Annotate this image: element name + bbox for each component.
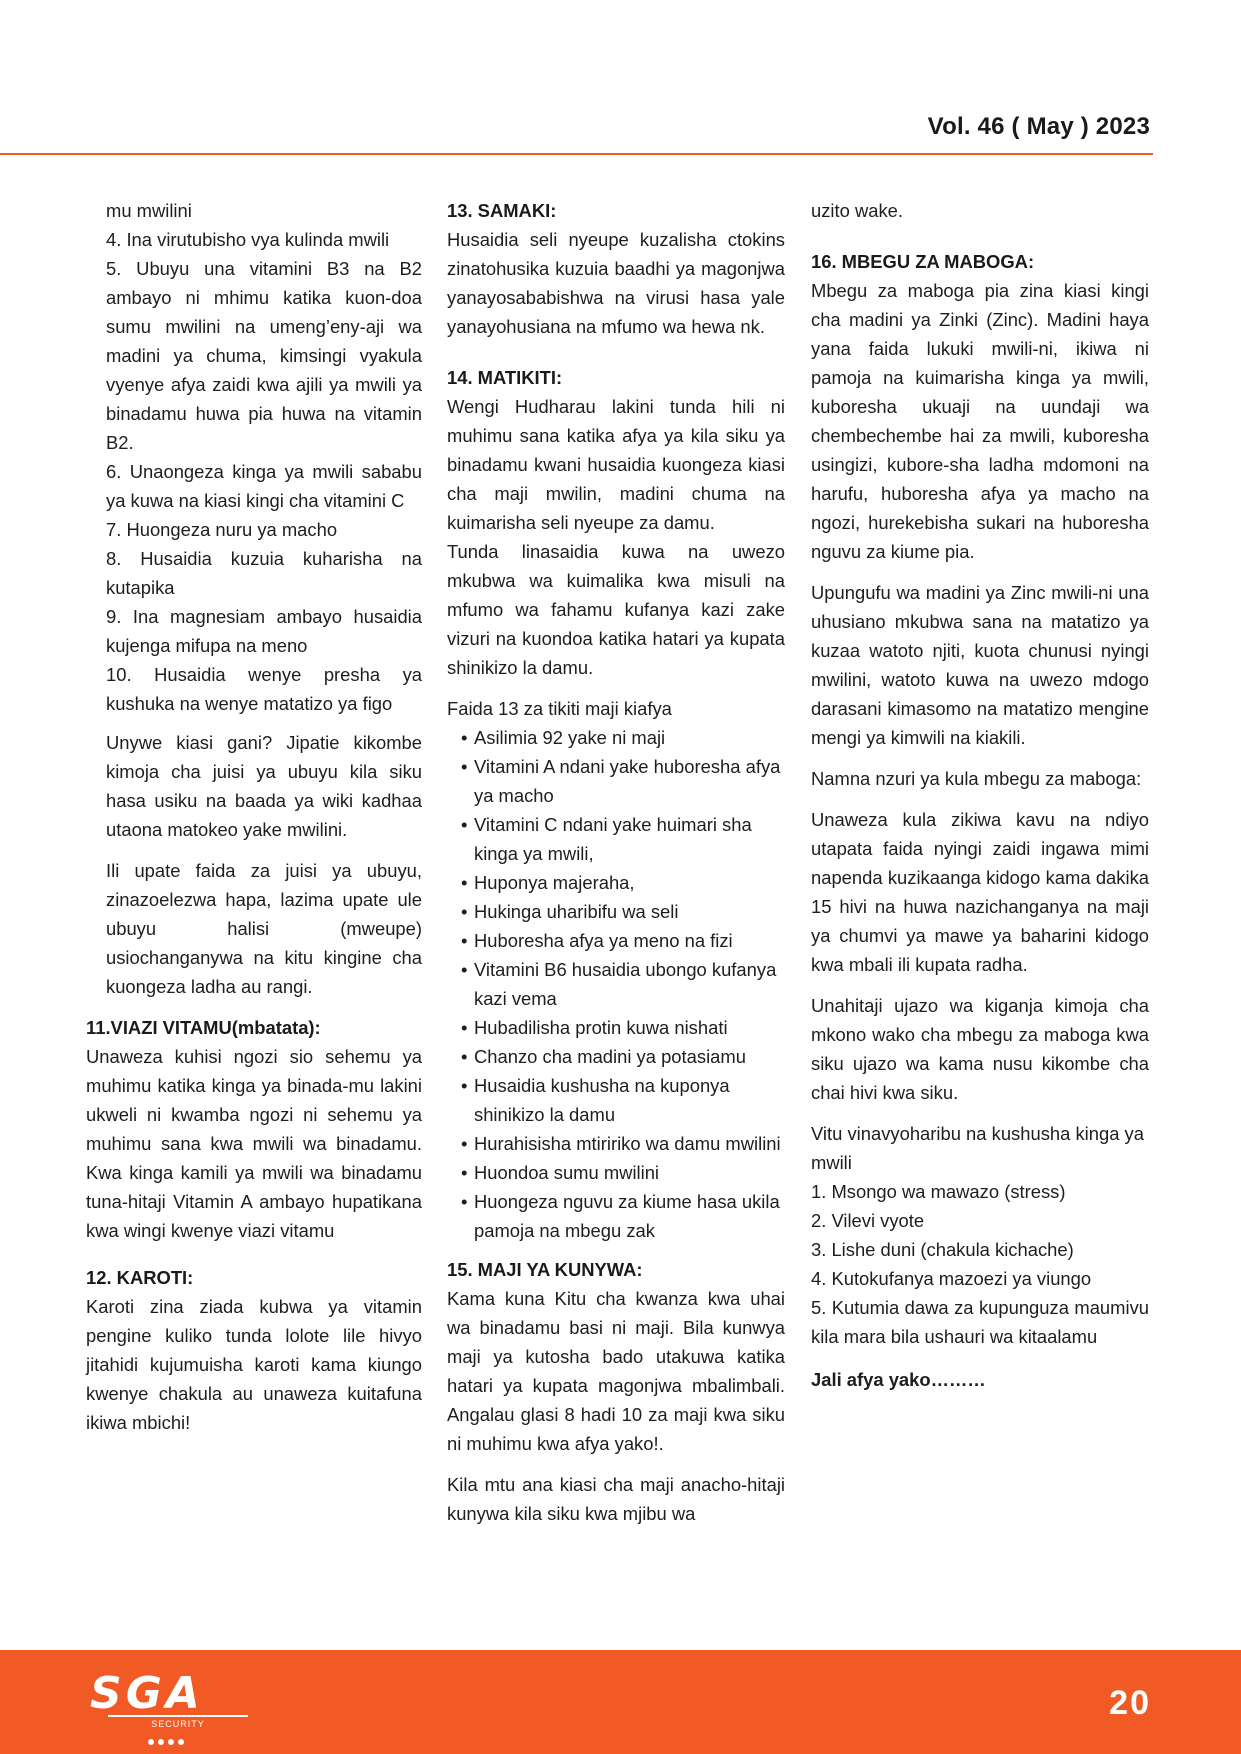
section-sweet-potato xyxy=(86,1013,422,1245)
list-item: • Vitamini A ndani yake huboresha afya ya macho xyxy=(447,752,785,810)
continued-line: uzito wake. xyxy=(811,200,903,221)
column-1 xyxy=(86,196,422,1437)
section-title: 15. MAJI YA KUNYWA: xyxy=(447,1259,643,1280)
logo-wordmark: SGA xyxy=(90,1668,204,1719)
list-item: 2. Vilevi vyote xyxy=(811,1210,925,1231)
list-item: 10. Husaidia wenye presha ya kushuka na wenye matatizo ya figo xyxy=(106,664,422,714)
footer-bar xyxy=(0,1650,1241,1754)
section-title: 12. KAROTI: xyxy=(86,1267,194,1288)
paragraph: Unywe kiasi gani? Jipatie kikombe kimoja cha juisi ya ubuyu kila siku hasa usiku na baada ya wiki kadhaa utaona matokeo yake mwilini. xyxy=(106,732,422,840)
section-watermelon xyxy=(447,363,785,1245)
list-item: • Asilimia 92 yake ni maji xyxy=(447,723,785,752)
paragraph: Mbegu za maboga pia zina kiasi kingi cha madini ya Zinki (Zinc). Madini haya yana faida lukuki mwili-ni, ikiwa ni pamoja na kuimarisha kinga ya mwili, kuboresha ukuaji na uundaji wa chembechembe hai za mwili, kuboresha usingizi, kubore-sha ladha mdomoni na harufu, huboresha afya ya macho na ngozi, hurekebisha sukari na huboresha nguvu za kiume pia. xyxy=(811,280,1149,562)
paragraph: Kama kuna Kitu cha kwanza kwa uhai wa binadamu basi ni maji. Bila kunwya maji ya kutosha bado utakuwa katika hatari ya kupata magonjwa mbalimbali. Angalau glasi 8 hadi 10 za maji kwa siku ni muhimu kwa afya yako!. xyxy=(447,1288,785,1454)
list-item: • Huboresha afya ya meno na fizi xyxy=(447,926,785,955)
section-fish xyxy=(447,196,785,341)
section-title: 16. MBEGU ZA MABOGA: xyxy=(811,251,1035,272)
list-item: 4. Kutokufanya mazoezi ya viungo xyxy=(811,1268,1092,1289)
section-water xyxy=(447,1255,785,1528)
list-item: • Hurahisisha mtiririko wa damu mwilini xyxy=(447,1129,785,1158)
paragraph: Upungufu wa madini ya Zinc mwili-ni una uhusiano mkubwa sana na matatizo ya kuzaa watoto njiti, kuota chunusi nyingi mwilini, watoto kuwa na uwezo mdogo darasani kimasomo na matatizo mengine mengi ya kimwili na kiakili. xyxy=(811,582,1149,748)
benefits-list xyxy=(106,225,422,718)
list-item: 1. Msongo wa mawazo (stress) xyxy=(811,1181,1066,1202)
paragraph: Unaweza kuhisi ngozi sio sehemu ya muhimu katika kinga ya binada-mu lakini ukweli ni kwamba ngozi ni sehemu ya muhimu sana kwa mwili wa binadamu. Kwa kinga kamili ya mwili wa binadamu tuna-hitaji Vitamin A ambayo hupatikana kwa wingi kwenye viazi vitamu xyxy=(86,1046,422,1241)
logo-dots xyxy=(148,1732,188,1750)
list-item: 7. Huongeza nuru ya macho xyxy=(106,519,338,540)
harm-intro: Vitu vinavyoharibu na kushusha kinga ya mwili xyxy=(811,1123,1144,1173)
logo-subtitle: SECURITY xyxy=(108,1715,248,1730)
list-item: 5. Kutumia dawa za kupunguza maumivu kila mara bila ushauri wa kitaalamu xyxy=(811,1297,1149,1347)
paragraph: Husaidia seli nyeupe kuzalisha ctokins zinatohusika kuzuia baadhi ya magonjwa yanayosababishwa na virusi hasa yale yanayohusiana na mfumo wa hewa nk. xyxy=(447,229,785,337)
page-number: 20 xyxy=(1109,1684,1151,1722)
benefits-intro: Faida 13 za tikiti maji kiafya xyxy=(447,698,672,719)
list-item: 3. Lishe duni (chakula kichache) xyxy=(811,1239,1074,1260)
section-title: 11.VIAZI VITAMU(mbatata): xyxy=(86,1017,321,1038)
header-divider xyxy=(0,153,1153,155)
paragraph: Karoti zina ziada kubwa ya vitamin pengine kuliko tunda lolote lile hivyo jitahidi kujumuisha karoti kama kiungo kwenye chakula au unaweza kuitafuna ikiwa mbichi! xyxy=(86,1296,422,1433)
list-item: • Husaidia kushusha na kuponya shinikizo la damu xyxy=(447,1071,785,1129)
list-item: • Vitamini C ndani yake huimari sha kinga ya mwili, xyxy=(447,810,785,868)
list-item: 9. Ina magnesiam ambayo husaidia kujenga mifupa na meno xyxy=(106,606,422,656)
list-item: 5. Ubuyu una vitamini B3 na B2 ambayo ni mhimu katika kuon-doa sumu mwilini na umeng’eny-aji wa madini ya chuma, kimsingi vyakula vyenye afya zaidi kwa ajili ya mwili ya binadamu huwa pia huwa na vitamin B2. xyxy=(106,258,422,453)
list-item: 4. Ina virutubisho vya kulinda mwili xyxy=(106,229,390,250)
list-item: • Hukinga uharibifu wa seli xyxy=(447,897,785,926)
list-item: 8. Husaidia kuzuia kuharisha na kutapika xyxy=(106,548,422,598)
sga-logo xyxy=(90,1668,260,1744)
list-item: • Huondoa sumu mwilini xyxy=(447,1158,785,1187)
section-pumpkin-seeds xyxy=(811,247,1149,1107)
paragraph: Namna nzuri ya kula mbegu za maboga: xyxy=(811,768,1142,789)
list-item: • Huponya majeraha, xyxy=(447,868,785,897)
section-carrots xyxy=(86,1263,422,1437)
column-3 xyxy=(811,196,1149,1394)
paragraph: Kila mtu ana kiasi cha maji anacho-hitaji kunywa kila siku kwa mjibu wa xyxy=(447,1474,785,1524)
section-immunity-harm xyxy=(811,1119,1149,1394)
column-2 xyxy=(447,196,785,1528)
list-item: • Hubadilisha protin kuwa nishati xyxy=(447,1013,785,1042)
closing-line: Jali afya yako……… xyxy=(811,1369,986,1390)
paragraph: Ili upate faida za juisi ya ubuyu, zinazoelezwa hapa, lazima upate ule ubuyu halisi (mweupe) usiochanganywa na kitu kingine cha kuongeza ladha au rangi. xyxy=(106,860,422,997)
section-title: 14. MATIKITI: xyxy=(447,367,563,388)
list-item: • Chanzo cha madini ya potasiamu xyxy=(447,1042,785,1071)
benefits-bullets xyxy=(447,723,785,1245)
list-item: • Huongeza nguvu za kiume hasa ukila pamoja na mbegu zak xyxy=(447,1187,785,1245)
harm-list xyxy=(811,1177,1149,1351)
paragraph: Unahitaji ujazo wa kiganja kimoja cha mkono wako cha mbegu za maboga kwa siku ujazo wa kama nusu kikombe cha chai hivi kwa siku. xyxy=(811,995,1149,1103)
paragraph: Unaweza kula zikiwa kavu na ndiyo utapata faida nyingi zaidi ingawa mimi napenda kuzikaanga kidogo kama dakika 15 hivi na huwa nazichanganya na maji ya chumvi ya mawe ya baharini kidogo kwa mbali ili kupata radha. xyxy=(811,809,1149,975)
continued-line: mu mwilini xyxy=(106,200,192,221)
list-item: • Vitamini B6 husaidia ubongo kufanya kazi vema xyxy=(447,955,785,1013)
list-item: 6. Unaongeza kinga ya mwili sababu ya kuwa na kiasi kingi cha vitamini C xyxy=(106,461,422,511)
volume-label: Vol. 46 ( May ) 2023 xyxy=(927,113,1150,140)
paragraph: Wengi Hudharau lakini tunda hili ni muhimu sana katika afya ya kila siku ya binadamu kwani husaidia kuongeza kiasi cha maji mwilin, madini chuma na kuimarisha seli nyeupe za damu. xyxy=(447,396,785,533)
baobab-continued xyxy=(86,196,422,1001)
section-title: 13. SAMAKI: xyxy=(447,200,557,221)
paragraph: Tunda linasaidia kuwa na uwezo mkubwa wa kuimalika kwa misuli na mfumo wa fahamu kufanya kazi zake vizuri na kuondoa katika hatari ya kupata shinikizo la damu. xyxy=(447,541,785,678)
